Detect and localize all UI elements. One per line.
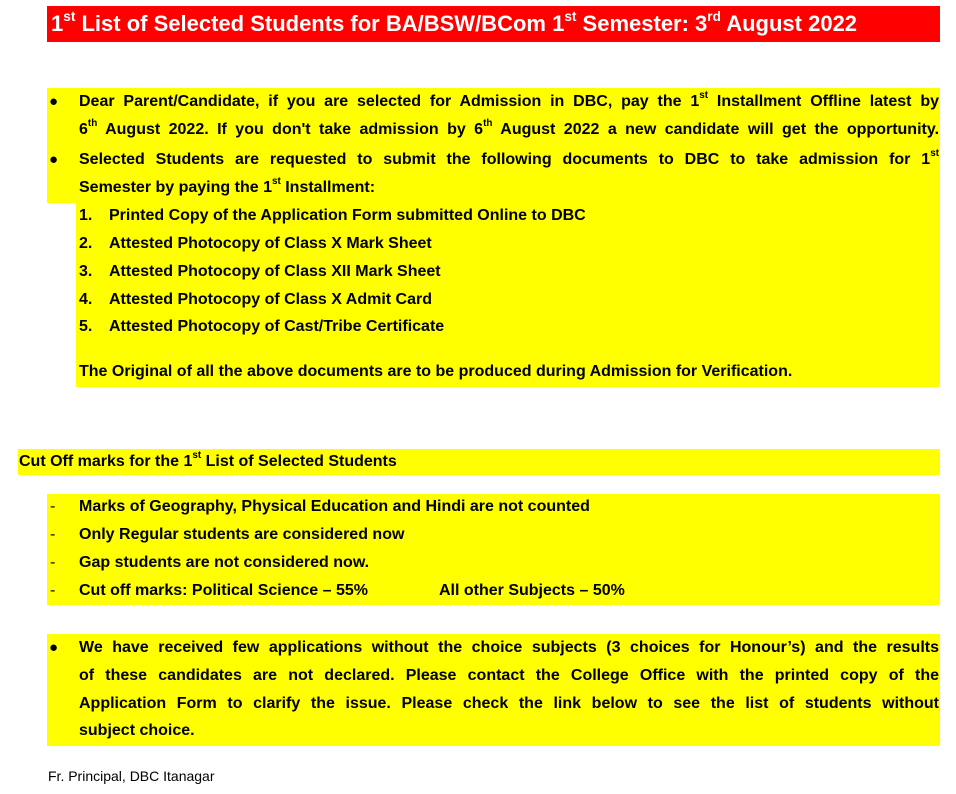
document-item: 1. xyxy=(79,207,93,224)
original-note: The Original of all the above documents are to be produced during Admission for Verification. xyxy=(79,363,793,380)
notice3-line: subject choice. xyxy=(79,722,195,739)
dash-icon: - xyxy=(50,554,56,571)
bullet-icon: ● xyxy=(49,639,59,656)
document-item-text: Attested Photocopy of Class X Admit Card xyxy=(109,291,432,308)
notice2-line1: Selected Students are requested to submit the following documents to DBC to take admission for 1st xyxy=(79,148,939,168)
cutoff-item: Marks of Geography, Physical Education and Hindi are not counted xyxy=(79,498,590,515)
notice3-line: of these candidates are not declared. Please contact the College Office with the printed copy of the xyxy=(79,667,939,684)
cutoff-item: Gap students are not considered now. xyxy=(79,554,370,571)
signature-footer: Fr. Principal, DBC Itanagar xyxy=(48,768,215,784)
dash-icon: - xyxy=(50,526,56,543)
document-item-text: Attested Photocopy of Class XII Mark Sheet xyxy=(109,263,441,280)
notice2-line2: Semester by paying the 1st Installment: xyxy=(79,176,376,196)
document-item-text: Attested Photocopy of Class X Mark Sheet xyxy=(109,235,432,252)
notice1-line2: 6th August 2022. If you don't take admission by 6th August 2022 a new candidate will get the opportunity. xyxy=(79,118,940,138)
cutoff-other-subjects: All other Subjects – 50% xyxy=(439,582,625,599)
dash-icon: - xyxy=(50,582,56,599)
document-item: 2. xyxy=(79,235,93,252)
document-item: 4. xyxy=(79,291,93,308)
document-item-text: Attested Photocopy of Cast/Tribe Certificate xyxy=(109,318,445,335)
notice3-line: We have received few applications without the choice subjects (3 choices for Honour’s) and the results xyxy=(79,639,939,656)
cutoff-item: Only Regular students are considered now xyxy=(79,526,405,543)
document-item: 3. xyxy=(79,263,93,280)
bullet-icon: ● xyxy=(49,93,59,110)
bullet-icon: ● xyxy=(49,151,59,168)
dash-icon: - xyxy=(50,498,56,515)
cutoff-heading: Cut Off marks for the 1st List of Selected Students xyxy=(19,450,397,470)
page-title: 1st List of Selected Students for BA/BSW/BCom 1st Semester: 3rd August 2022 xyxy=(47,6,940,42)
cutoff-item: Cut off marks: Political Science – 55% xyxy=(79,582,368,599)
document-item: 5. xyxy=(79,318,93,335)
notice3-line: Application Form to clarify the issue. Please check the link below to see the list of students without xyxy=(79,695,939,712)
document-item-text: Printed Copy of the Application Form submitted Online to DBC xyxy=(109,207,586,224)
notice1-line1: Dear Parent/Candidate, if you are selected for Admission in DBC, pay the 1st Installment Offline latest by xyxy=(79,90,939,110)
